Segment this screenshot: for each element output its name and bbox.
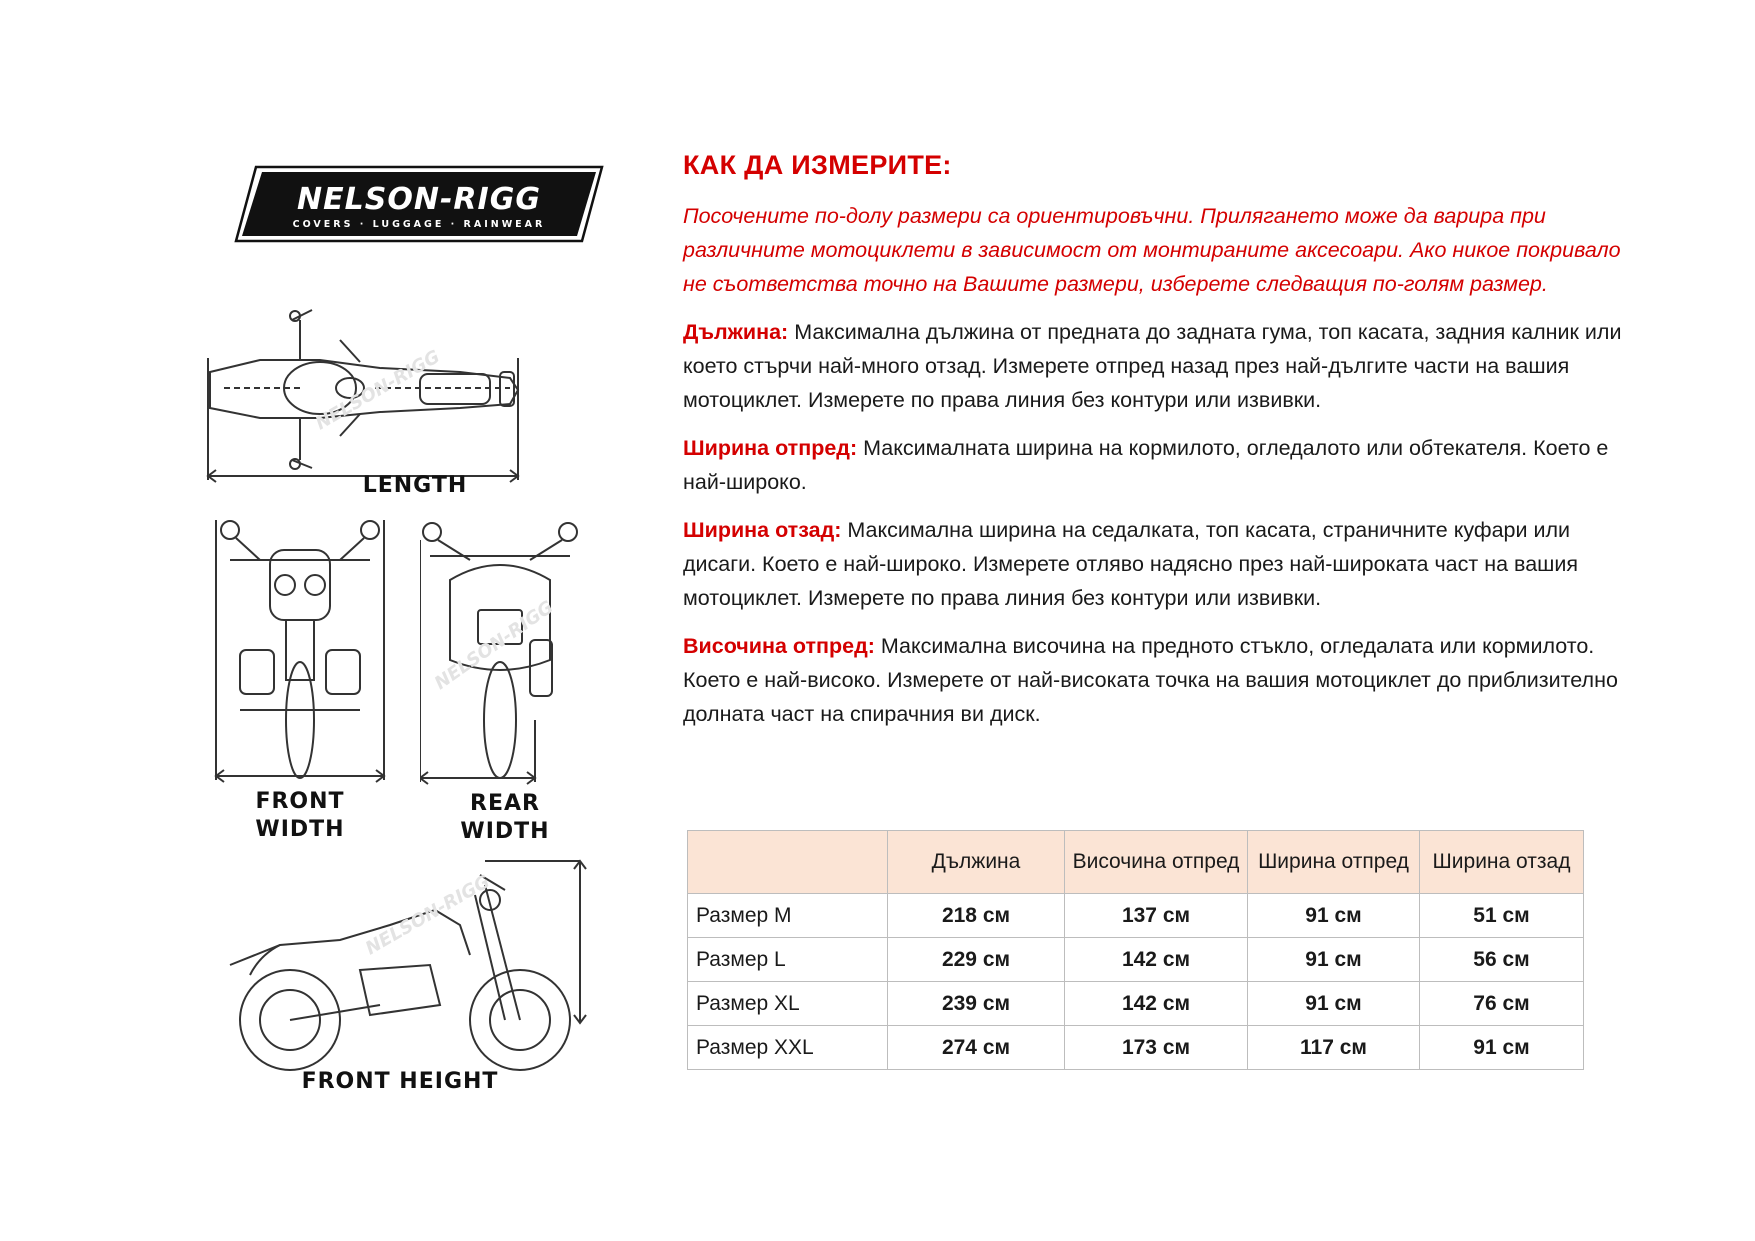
- table-header-empty: [688, 831, 888, 894]
- size-table: [687, 830, 1584, 1070]
- logo-brand-text: NELSON-RIGG: [297, 182, 541, 217]
- front-height-label: FRONT HEIGHT: [301, 1069, 499, 1094]
- front-height-cell: 173 см: [1065, 1026, 1248, 1070]
- motorcycle-top-view-illustration: [200, 280, 590, 500]
- length-cell: 274 см: [888, 1026, 1065, 1070]
- table-header-front-height: Височина отпред: [1065, 831, 1248, 894]
- intro-note: Посочените по-долу размери са ориентировъчни. Прилягането може да варира при различните мотоциклети в зависимост от монтираните аксесоари. Ако никое покривало не съответства точно на Вашите размери, изберете следващия по-голям размер.: [683, 204, 1621, 296]
- table-row: [688, 982, 1584, 1026]
- instructions-column: [683, 150, 1633, 745]
- definition-text: Максимална дължина от предната до задната гума, топ касата, задния калник или което стърчи най-много отзад. Измерете отпред назад през най-дългите части на вашия мотоциклет. Измерете по права линия без контури или извивки.: [683, 320, 1622, 412]
- table-header-length: Дължина: [888, 831, 1065, 894]
- table-row: [688, 938, 1584, 982]
- rear-width-cell: 91 см: [1420, 1026, 1584, 1070]
- front-width-cell: 91 см: [1248, 894, 1420, 938]
- definition-front-width: [683, 431, 1633, 499]
- definition-rear-width: [683, 513, 1633, 615]
- length-label: LENGTH: [362, 473, 468, 498]
- front-width-label-line2: WIDTH: [255, 817, 345, 842]
- length-cell: 239 см: [888, 982, 1065, 1026]
- illustration-column: [200, 160, 620, 1105]
- definition-length: [683, 315, 1633, 417]
- front-width-cell: 91 см: [1248, 938, 1420, 982]
- motorcycle-side-view-illustration: [220, 855, 600, 1090]
- definition-text: Максимална ширина на седалката, топ касата, страничните куфари или дисаги. Което е най-широко. Измерете отляво надясно през най-широката част на вашия мотоциклет. Измерете по права линия без контури или извивки.: [683, 518, 1579, 610]
- motorcycle-front-view-illustration: [210, 520, 390, 820]
- motorcycle-rear-view-illustration: [420, 520, 610, 820]
- svg-text:NELSON-RIGG: NELSON-RIGG: [362, 871, 494, 960]
- table-header-front-width: Ширина отпред: [1248, 831, 1420, 894]
- front-height-cell: 142 см: [1065, 938, 1248, 982]
- front-width-label: [220, 788, 380, 844]
- front-width-cell: 91 см: [1248, 982, 1420, 1026]
- size-name-cell: Размер L: [688, 938, 888, 982]
- front-width-label-line1: FRONT: [255, 789, 345, 814]
- svg-text:NELSON-RIGG: NELSON-RIGG: [430, 596, 558, 695]
- logo-tagline-text: COVERS · LUGGAGE · RAINWEAR: [292, 219, 546, 230]
- page-heading: КАК ДА ИЗМЕРИТЕ:: [683, 150, 952, 180]
- rear-width-label: [425, 790, 585, 846]
- definition-text: Максималната ширина на кормилото, огледалото или обтекателя. Което е най-широко.: [683, 436, 1609, 494]
- definition-term: Дължина:: [683, 320, 789, 344]
- rear-width-label-line2: WIDTH: [460, 819, 550, 844]
- front-height-cell: 142 см: [1065, 982, 1248, 1026]
- definition-front-height: [683, 629, 1633, 731]
- rear-width-cell: 51 см: [1420, 894, 1584, 938]
- size-name-cell: Размер XXL: [688, 1026, 888, 1070]
- length-cell: 218 см: [888, 894, 1065, 938]
- table-header-row: [688, 831, 1584, 894]
- definition-term: Ширина отзад:: [683, 518, 842, 542]
- front-height-cell: 137 см: [1065, 894, 1248, 938]
- rear-width-cell: 76 см: [1420, 982, 1584, 1026]
- table-row: [688, 1026, 1584, 1070]
- table-header-rear-width: Ширина отзад: [1420, 831, 1584, 894]
- rear-width-label-line1: REAR: [470, 791, 540, 816]
- svg-text:NELSON-RIGG: NELSON-RIGG: [312, 346, 444, 435]
- definition-text: Максимална височина на предното стъкло, огледалата или кормилото. Което е най-високо. Измерете от най-високата точка на вашия мотоциклет до приблизително долната част на спирачния ви диск.: [683, 634, 1618, 726]
- length-cell: 229 см: [888, 938, 1065, 982]
- nelson-rigg-logo: [234, 165, 604, 243]
- front-width-cell: 117 см: [1248, 1026, 1420, 1070]
- definition-term: Височина отпред:: [683, 634, 875, 658]
- size-name-cell: Размер M: [688, 894, 888, 938]
- table-row: [688, 894, 1584, 938]
- size-name-cell: Размер XL: [688, 982, 888, 1026]
- rear-width-cell: 56 см: [1420, 938, 1584, 982]
- definition-term: Ширина отпред:: [683, 436, 858, 460]
